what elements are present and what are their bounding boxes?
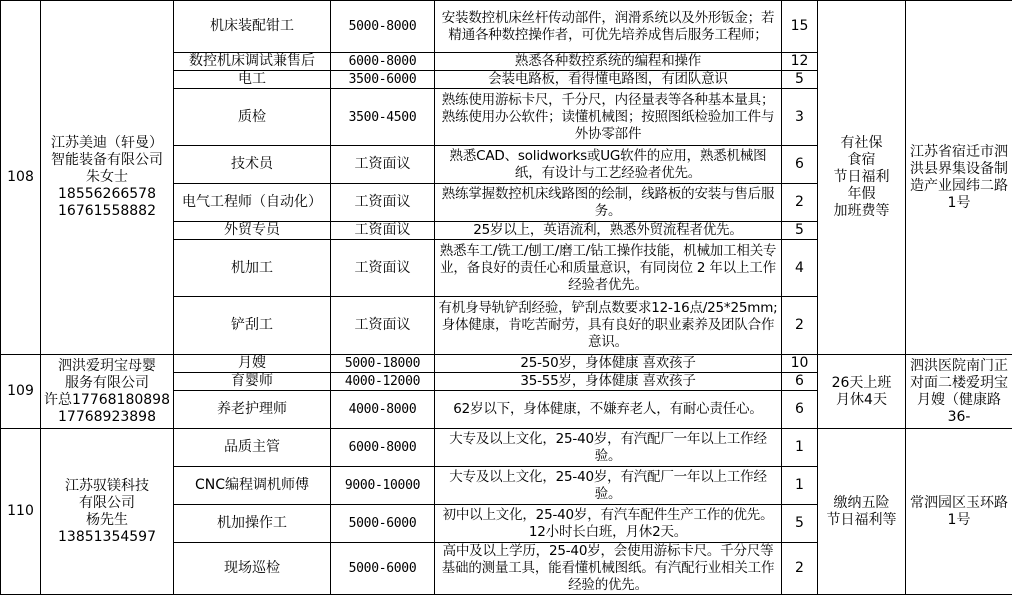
job-headcount: 2 xyxy=(782,297,818,355)
job-requirement: 25-50岁，身体健康 喜欢孩子 xyxy=(435,355,782,373)
contact-phone: 17768923898 xyxy=(58,408,156,425)
job-title: 品质主管 xyxy=(174,429,331,467)
company-name: 服务有限公司 xyxy=(65,374,149,391)
table-row xyxy=(1,1,1012,53)
benefit-item: 节日福利 xyxy=(833,169,890,185)
job-title: 育婴师 xyxy=(174,373,331,391)
job-title: CNC编程调机师傅 xyxy=(174,467,331,505)
job-requirement: 35-55岁，身体健康 喜欢孩子 xyxy=(435,373,782,391)
contact-person: 朱女士 xyxy=(86,169,128,185)
contact-phone: 18556266578 xyxy=(58,186,156,202)
job-title: 养老护理师 xyxy=(174,391,331,429)
job-headcount: 10 xyxy=(782,355,818,373)
job-requirement: 大专及以上文化，25-40岁，有汽配厂一年以上工作经验。 xyxy=(435,429,782,467)
company-name: 有限公司 xyxy=(79,494,135,511)
job-headcount: 6 xyxy=(782,373,818,391)
job-salary: 5000-6000 xyxy=(331,505,435,543)
job-headcount: 12 xyxy=(782,53,818,71)
job-salary: 6000-8000 xyxy=(331,429,435,467)
contact-phone: 13851354597 xyxy=(58,528,156,545)
contact-phone: 16761558882 xyxy=(58,203,156,219)
company-address: 泗洪医院南门正对面二楼爱玥宝月嫂（健康路36- xyxy=(906,355,1012,429)
job-headcount: 5 xyxy=(782,71,818,89)
job-title: 铲刮工 xyxy=(174,297,331,355)
job-requirement: 熟悉车工/铣工/刨工/磨工/钻工操作技能，机械加工相关专业，备良好的责任心和质量意识，有同岗位 2 年以上工作经验者优先。 xyxy=(435,240,782,297)
job-salary: 工资面议 xyxy=(331,297,435,355)
company-name: 江苏美迪（轩曼） xyxy=(51,135,163,151)
company-benefits xyxy=(818,429,906,595)
company-benefits xyxy=(818,355,906,429)
benefit-item: 加班费等 xyxy=(833,203,890,219)
job-salary: 工资面议 xyxy=(331,240,435,297)
job-title: 电气工程师（自动化） xyxy=(174,184,331,222)
company-info xyxy=(41,1,174,355)
job-salary: 5000-18000 xyxy=(331,355,435,373)
job-salary: 工资面议 xyxy=(331,184,435,222)
job-requirement: 熟悉CAD、solidworks或UG软件的应用，熟悉机械图纸，有设计与工艺经验者优先。 xyxy=(435,146,782,184)
job-requirement: 25岁以上，英语流利，熟悉外贸流程者优先。 xyxy=(435,222,782,240)
job-headcount: 6 xyxy=(782,391,818,429)
job-title: 数控机床调试兼售后 xyxy=(174,53,331,71)
job-title: 技术员 xyxy=(174,146,331,184)
job-requirement: 熟练使用游标卡尺，千分尺，内径量表等各种基本量具；熟练使用办公软件；读懂机械图；按照图纸检验加工件与外协零部件 xyxy=(435,89,782,146)
benefit-item: 缴纳五险 xyxy=(833,494,890,511)
table-row xyxy=(1,429,1012,467)
job-requirement: 大专及以上文化，25-40岁，有汽配厂一年以上工作经验。 xyxy=(435,467,782,505)
job-requirement: 熟练掌握数控机床线路图的绘制，线路板的安装与售后服务。 xyxy=(435,184,782,222)
job-title: 现场巡检 xyxy=(174,543,331,595)
job-salary: 3500-6000 xyxy=(331,71,435,89)
benefit-item: 26天上班 xyxy=(831,374,892,391)
company-benefits xyxy=(818,1,906,355)
job-salary: 工资面议 xyxy=(331,146,435,184)
job-title: 外贸专员 xyxy=(174,222,331,240)
contact-person: 许总17768180898 xyxy=(44,391,170,408)
job-headcount: 15 xyxy=(782,1,818,53)
job-salary: 3500-4500 xyxy=(331,89,435,146)
job-title: 机加操作工 xyxy=(174,505,331,543)
job-headcount: 4 xyxy=(782,240,818,297)
company-info xyxy=(41,429,174,595)
job-requirement: 初中以上文化，25-40岁，有汽车配件生产工作的优先。12小时长白班，月休2天。 xyxy=(435,505,782,543)
job-title: 机加工 xyxy=(174,240,331,297)
job-requirement: 有机身导轨铲刮经验，铲刮点数要求12-16点/25*25mm;身体健康，肯吃苦耐劳，具有良好的职业素养及团队合作意识。 xyxy=(435,297,782,355)
job-salary: 5000-6000 xyxy=(331,543,435,595)
job-headcount: 3 xyxy=(782,89,818,146)
job-title: 月嫂 xyxy=(174,355,331,373)
job-headcount: 2 xyxy=(782,543,818,595)
company-number: 110 xyxy=(1,429,41,595)
table-row xyxy=(1,355,1012,373)
benefit-item: 年假 xyxy=(847,186,876,202)
benefit-item: 食宿 xyxy=(847,152,876,168)
job-salary: 4000-8000 xyxy=(331,391,435,429)
company-address: 江苏省宿迁市泗洪县界集设备制造产业园纬二路1号 xyxy=(906,1,1012,355)
job-salary: 6000-8000 xyxy=(331,53,435,71)
job-title: 机床装配钳工 xyxy=(174,1,331,53)
benefit-item: 月休4天 xyxy=(836,391,887,408)
company-number: 109 xyxy=(1,355,41,429)
job-salary: 5000-8000 xyxy=(331,1,435,53)
job-requirement: 高中及以上学历，25-40岁，会使用游标卡尺。千分尺等基础的测量工具，能看懂机械图纸。有汽配行业相关工作经验的优先。 xyxy=(435,543,782,595)
company-name: 江苏驭镁科技 xyxy=(65,477,149,494)
job-title: 电工 xyxy=(174,71,331,89)
job-requirement: 会装电路板，看得懂电路图，有团队意识 xyxy=(435,71,782,89)
job-headcount: 1 xyxy=(782,429,818,467)
company-name: 智能装备有限公司 xyxy=(51,152,163,168)
job-requirement: 安装数控机床丝杆传动部件，润滑系统以及外形钣金；若精通各种数控操作者，可优先培养成售后服务工程师； xyxy=(435,1,782,53)
company-name: 泗洪爱玥宝母婴 xyxy=(58,357,156,374)
job-requirement: 62岁以下，身体健康，不嫌弃老人，有耐心责任心。 xyxy=(435,391,782,429)
company-info xyxy=(41,355,174,429)
job-headcount: 1 xyxy=(782,467,818,505)
benefit-item: 节日福利等 xyxy=(826,511,897,528)
job-title: 质检 xyxy=(174,89,331,146)
job-requirement: 熟悉各种数控系统的编程和操作 xyxy=(435,53,782,71)
contact-person: 杨先生 xyxy=(86,511,128,528)
job-salary: 4000-12000 xyxy=(331,373,435,391)
job-salary: 工资面议 xyxy=(331,222,435,240)
company-address: 常泗园区玉环路1号 xyxy=(906,429,1012,595)
job-headcount: 2 xyxy=(782,184,818,222)
job-salary: 9000-10000 xyxy=(331,467,435,505)
job-headcount: 5 xyxy=(782,505,818,543)
job-headcount: 5 xyxy=(782,222,818,240)
benefit-item: 有社保 xyxy=(840,135,883,151)
company-number: 108 xyxy=(1,1,41,355)
job-headcount: 6 xyxy=(782,146,818,184)
